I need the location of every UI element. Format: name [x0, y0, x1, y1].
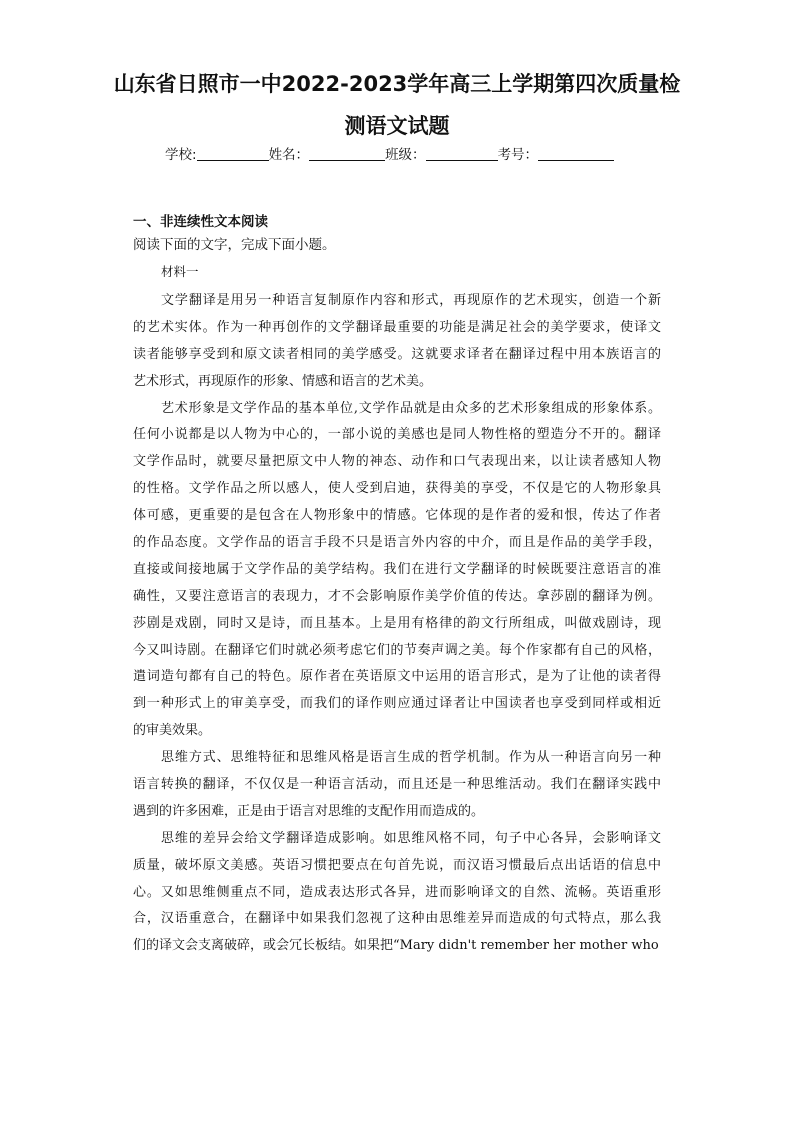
paragraph-line: 遇到的许多困难，正是由于语言对思维的支配作用而造成的。 [133, 803, 485, 819]
instruction-text: 阅读下面的文字，完成下面小题。 [133, 237, 336, 253]
section-heading: 一、非连续性文本阅读 [133, 214, 268, 230]
paragraph-line: 直接或间接地属于文学作品的美学结构。我们在进行文学翻译的时候既要注意语言的准 [133, 561, 661, 577]
paragraph-line: 合，汉语重意合，在翻译中如果我们忽视了这种由思维差异而造成的句式特点，那么我 [133, 911, 661, 927]
page-title-line1: 山东省日照市一中2022-2023学年高三上学期第四次质量检 [113, 72, 681, 96]
class-blank[interactable] [426, 146, 498, 161]
paragraph-line: 任何小说都是以人物为中心的，一部小说的美感也是同人物性格的塑造分不开的。翻译 [133, 427, 661, 443]
paragraph-line: 心。又如思维侧重点不同，造成表达形式各异，进而影响译文的自然、流畅。英语重形 [133, 884, 661, 900]
paragraph-line: 莎剧是戏剧，同时又是诗，而且基本。上是用有格律的韵文行所组成，叫做戏剧诗，现 [133, 615, 661, 631]
paragraph-line: 艺术形象是文学作品的基本单位,文学作品就是由众多的艺术形象组成的形象体系。 [161, 400, 661, 416]
paragraph-line: 到一种形式上的审美享受，而我们的译作则应通过译者让中国读者也享受到同样或相近 [133, 696, 661, 712]
paragraph-line: 读者能够享受到和原文读者相同的美学感受。这就要求译者在翻译过程中用本族语言的 [133, 346, 661, 362]
paragraph-line: 体可感，更重要的是包含在人物形象中的情感。它体现的是作者的爱和恨，传达了作者 [133, 508, 661, 524]
paragraph-line: 遣词造句都有自己的特色。原作者在英语原文中运用的语言形式，是为了让他的读者得 [133, 669, 661, 685]
exam-number-blank[interactable] [538, 146, 614, 161]
paragraph-line: 思维方式、思维特征和思维风格是语言生成的哲学机制。作为从一种语言向另一种 [161, 750, 661, 766]
exam-number-label: 考号： [497, 147, 539, 163]
school-label: 学校: [165, 147, 197, 163]
paragraph-line: 们的译文会支离破碎，或会冗长板结。如果把“Mary didn't remember her mother who [133, 938, 659, 954]
student-info-row [165, 143, 725, 163]
paragraph-line: 质量，破坏原文美感。英语习惯把要点在句首先说，而汉语习惯最后点出话语的信息中 [133, 857, 661, 873]
paragraph-line: 文学翻译是用另一种语言复制原作内容和形式，再现原作的艺术现实，创造一个新 [161, 293, 661, 308]
paragraph-line: 思维的差异会给文学翻译造成影响。如思维风格不同，句子中心各异，会影响译文 [161, 830, 661, 846]
paragraph-line: 文学作品时，就要尽量把原文中人物的神态、动作和口气表现出来，以让读者感知人物 [133, 454, 661, 470]
paragraph-line: 确性，又要注意语言的表现力，才不会影响原作美学价值的传达。拿莎剧的翻译为例。 [133, 588, 661, 604]
paragraph-line: 的审美效果。 [133, 723, 212, 739]
paragraph-line: 的艺术实体。作为一种再创作的文学翻译最重要的功能是满足社会的美学要求，使译文 [133, 319, 661, 335]
paragraph-line: 语言转换的翻译，不仅仅是一种语言活动，而且还是一种思维活动。我们在翻译实践中 [133, 777, 661, 793]
paragraph-line: 的性格。文学作品之所以感人，使人受到启迪，获得美的享受，不仅是它的人物形象具 [133, 481, 661, 497]
paragraph-line: 的作品态度。文学作品的语言手段不只是语言外内容的中介，而且是作品的美学手段， [133, 535, 661, 551]
material-label: 材料一 [161, 264, 199, 279]
name-label: 姓名： [268, 147, 310, 163]
passage-body [133, 288, 661, 960]
school-blank[interactable] [197, 146, 269, 161]
name-blank[interactable] [309, 146, 385, 161]
class-label: 班级： [385, 147, 426, 163]
page-title-line2: 测语文试题 [344, 114, 450, 138]
paragraph-line: 今又叫诗剧。在翻译它们时就必须考虑它们的节奏声调之美。每个作家都有自己的风格， [133, 642, 661, 658]
paragraph-line: 艺术形式，再现原作的形象、情感和语言的艺术美。 [133, 373, 433, 389]
